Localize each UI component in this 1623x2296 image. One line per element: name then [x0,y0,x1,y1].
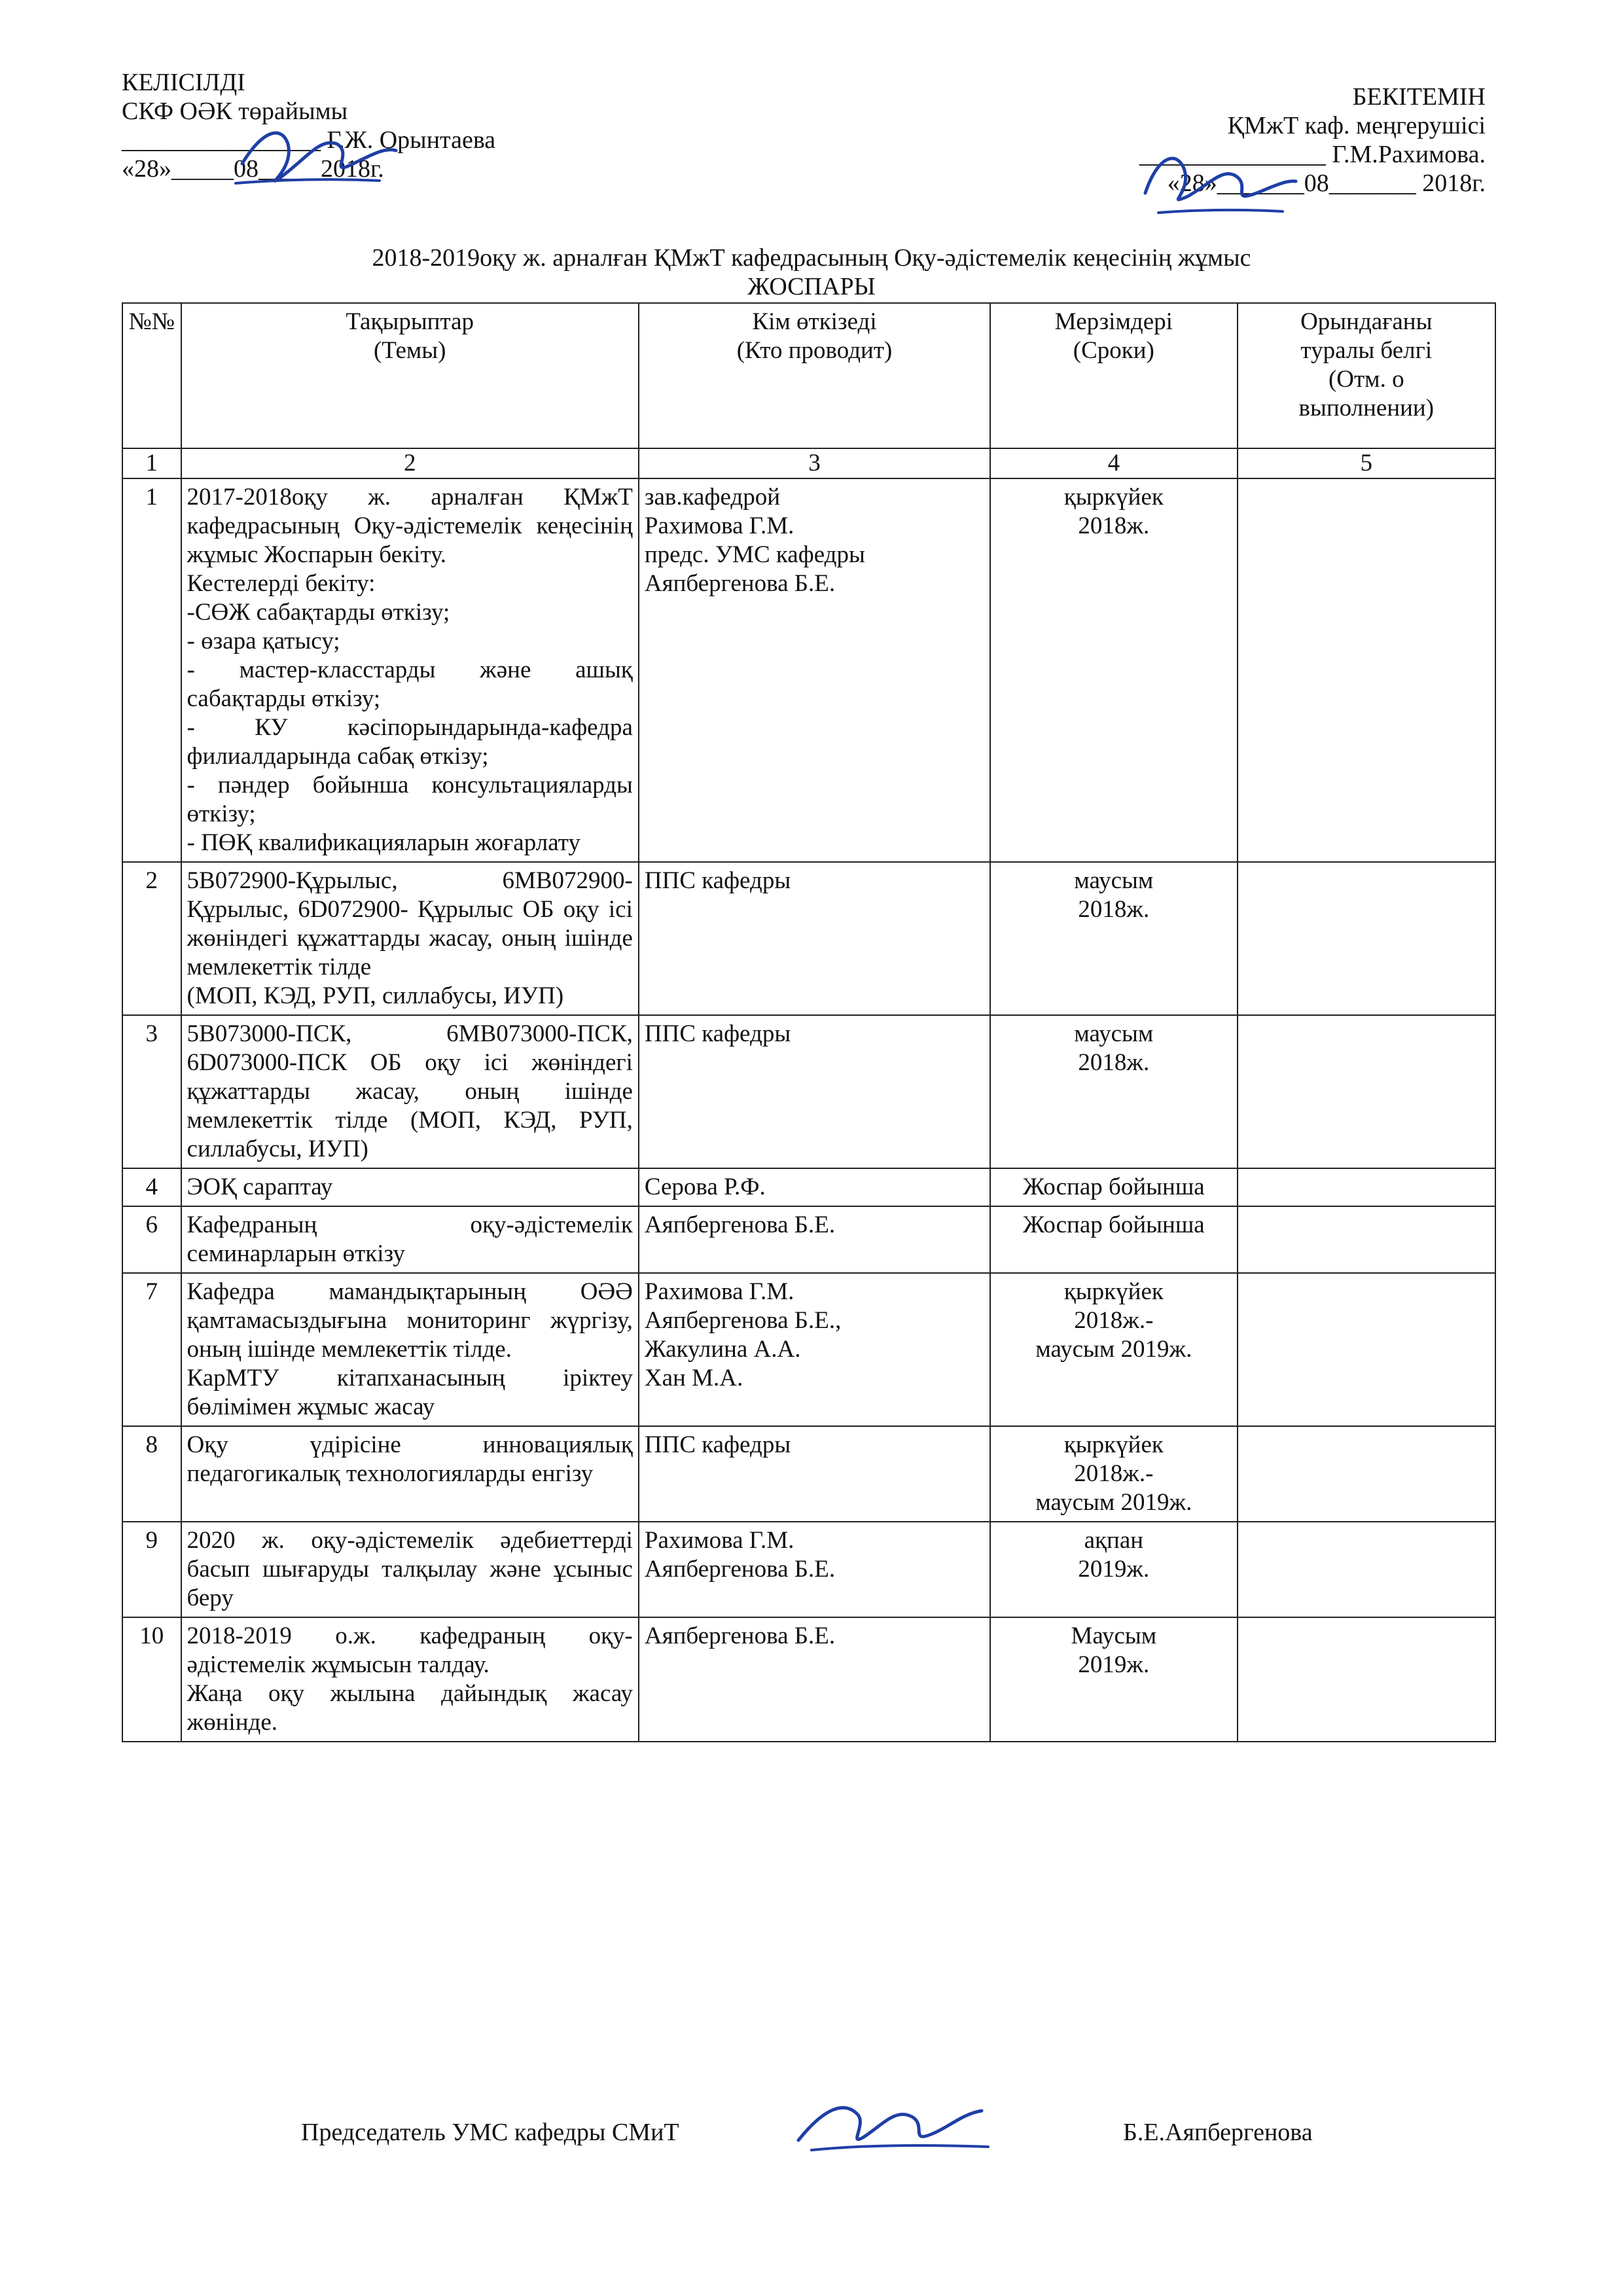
row-num: 8 [122,1426,181,1522]
col-number: 2 [181,448,639,478]
table-row [122,1617,1495,1742]
table-row [122,862,1495,1015]
row-terms: маусым 2018ж. [990,1015,1237,1168]
row-who: ППС кафедры [639,1426,990,1522]
row-terms: қыркүйек 2018ж. [990,478,1237,862]
approval-right-signature-line: _______________ Г.М.Рахимова. [1139,141,1486,168]
row-num: 4 [122,1168,181,1206]
row-topic: Кафедра мамандықтарының ОӘӘ қамтамасыздығына мониторинг жүргізу, оның ішінде мемлекеттік тілде. КарМТУ кітапханасының іріктеу бөлімімен жұмыс жасау [181,1273,639,1426]
approval-right-heading: БЕКІТЕМІН [1352,83,1486,111]
signature-footer [785,2088,1001,2166]
row-terms: Жоспар бойынша [990,1206,1237,1273]
table-row [122,1015,1495,1168]
row-terms: қыркүйек 2018ж.- маусым 2019ж. [990,1273,1237,1426]
row-num: 6 [122,1206,181,1273]
approval-left-position: СКФ ОӘК төрайымы [122,98,348,125]
row-terms: Маусым 2019ж. [990,1617,1237,1742]
row-who: зав.кафедрой Рахимова Г.М. предс. УМС кафедры Аяпбергенова Б.Е. [639,478,990,862]
row-notes [1238,1522,1495,1617]
approval-left-signature-line: ________________ Г.Ж. Орынтаева [122,126,496,154]
signature-right [1132,141,1302,226]
row-who: Рахимова Г.М. Аяпбергенова Б.Е., Жакулина А.А. Хан М.А. [639,1273,990,1426]
header-who: Кім өткізеді (Кто проводит) [639,303,990,448]
row-who: ППС кафедры [639,1015,990,1168]
row-topic: 5В072900-Құрылыс, 6МВ072900-Құрылыс, 6D072900- Құрылыс ОБ оқу ісі жөніндегі құжаттарды жасау, оның ішінде мемлекеттік тілде (МОП, КЭД, РУП, силлабусы, ИУП) [181,862,639,1015]
row-notes [1238,1426,1495,1522]
signature-left [223,118,406,203]
row-topic: 2017-2018оқу ж. арналған ҚМжТ кафедрасының Оқу-әдістемелік кеңесінің жұмыс Жоспарын бекіту. Кестелерді бекіту: -СӨЖ сабақтарды өткізу; - өзара қатысу; - мастер-класстарды және ашық сабақтарды өткізу; - КУ кәсіпорындарында-кафедра филиалдарында сабақ өткізу; - пәндер бойынша консультацияларды өткізу; - ПӨҚ квалификацияларын жоғарлату [181,478,639,862]
row-notes [1238,478,1495,862]
column-number-row [122,448,1495,478]
row-notes [1238,1617,1495,1742]
document-title-line2: ЖОСПАРЫ [747,273,876,300]
row-terms: Жоспар бойынша [990,1168,1237,1206]
row-num: 9 [122,1522,181,1617]
footer-chair-name: Б.Е.Аяпбергенова [1123,2119,1313,2146]
row-topic: ЭОҚ сараптау [181,1168,639,1206]
row-topic: Оқу үдірісіне инновациялық педагогикалық технологияларды енгізу [181,1426,639,1522]
row-who: ППС кафедры [639,862,990,1015]
row-who: Аяпбергенова Б.Е. [639,1206,990,1273]
row-terms: ақпан 2019ж. [990,1522,1237,1617]
header-num: №№ [122,303,181,448]
row-notes [1238,862,1495,1015]
row-topic: 2020 ж. оқу-әдістемелік әдебиеттерді басып шығаруды талқылау және ұсыныс беру [181,1522,639,1617]
row-topic: Кафедраның оқу-әдістемелік семинарларын өткізу [181,1206,639,1273]
row-num: 1 [122,478,181,862]
row-notes [1238,1273,1495,1426]
table-header-row [122,303,1495,448]
col-number: 5 [1238,448,1495,478]
row-num: 7 [122,1273,181,1426]
document-title [0,243,1623,301]
row-notes [1238,1168,1495,1206]
table-row [122,478,1495,862]
table-row [122,1273,1495,1426]
col-number: 1 [122,448,181,478]
row-terms: қыркүйек 2018ж.- маусым 2019ж. [990,1426,1237,1522]
row-topic: 2018-2019 о.ж. кафедраның оқу-әдістемелік жұмысын талдау. Жаңа оқу жылына дайындық жасау жөнінде. [181,1617,639,1742]
row-notes [1238,1015,1495,1168]
header-terms: Мерзімдері (Сроки) [990,303,1237,448]
approval-right-date: «28»_______08_______ 2018г. [1167,170,1486,197]
row-who: Аяпбергенова Б.Е. [639,1617,990,1742]
row-terms: маусым 2018ж. [990,862,1237,1015]
col-number: 3 [639,448,990,478]
approval-left-date: «28»_____08_____2018г. [122,155,384,183]
table-row [122,1426,1495,1522]
table-row [122,1168,1495,1206]
approval-right-position: ҚМжТ каф. меңгерушісі [1227,112,1486,139]
header-notes: Орындағаны туралы белгі (Отм. о выполнении) [1238,303,1495,448]
header-topics: Тақырыптар (Темы) [181,303,639,448]
row-notes [1238,1206,1495,1273]
row-num: 10 [122,1617,181,1742]
row-who: Серова Р.Ф. [639,1168,990,1206]
plan-table [122,302,1496,1742]
row-topic: 5В073000-ПСК, 6МВ073000-ПСК, 6D073000-ПСК ОБ оқу ісі жөніндегі құжаттарды жасау, оның ішінде мемлекеттік тілде (МОП, КЭД, РУП, силлабусы, ИУП) [181,1015,639,1168]
row-num: 2 [122,862,181,1015]
document-title-line1: 2018-2019оқу ж. арналған ҚМжТ кафедрасының Оқу-әдістемелік кеңесінің жұмыс [372,244,1251,272]
row-num: 3 [122,1015,181,1168]
approval-left-heading: КЕЛІСІЛДІ [122,69,245,96]
footer-chair-label: Председатель УМС кафедры СМиТ [301,2119,679,2146]
row-who: Рахимова Г.М. Аяпбергенова Б.Е. [639,1522,990,1617]
table-row [122,1522,1495,1617]
table-row [122,1206,1495,1273]
col-number: 4 [990,448,1237,478]
